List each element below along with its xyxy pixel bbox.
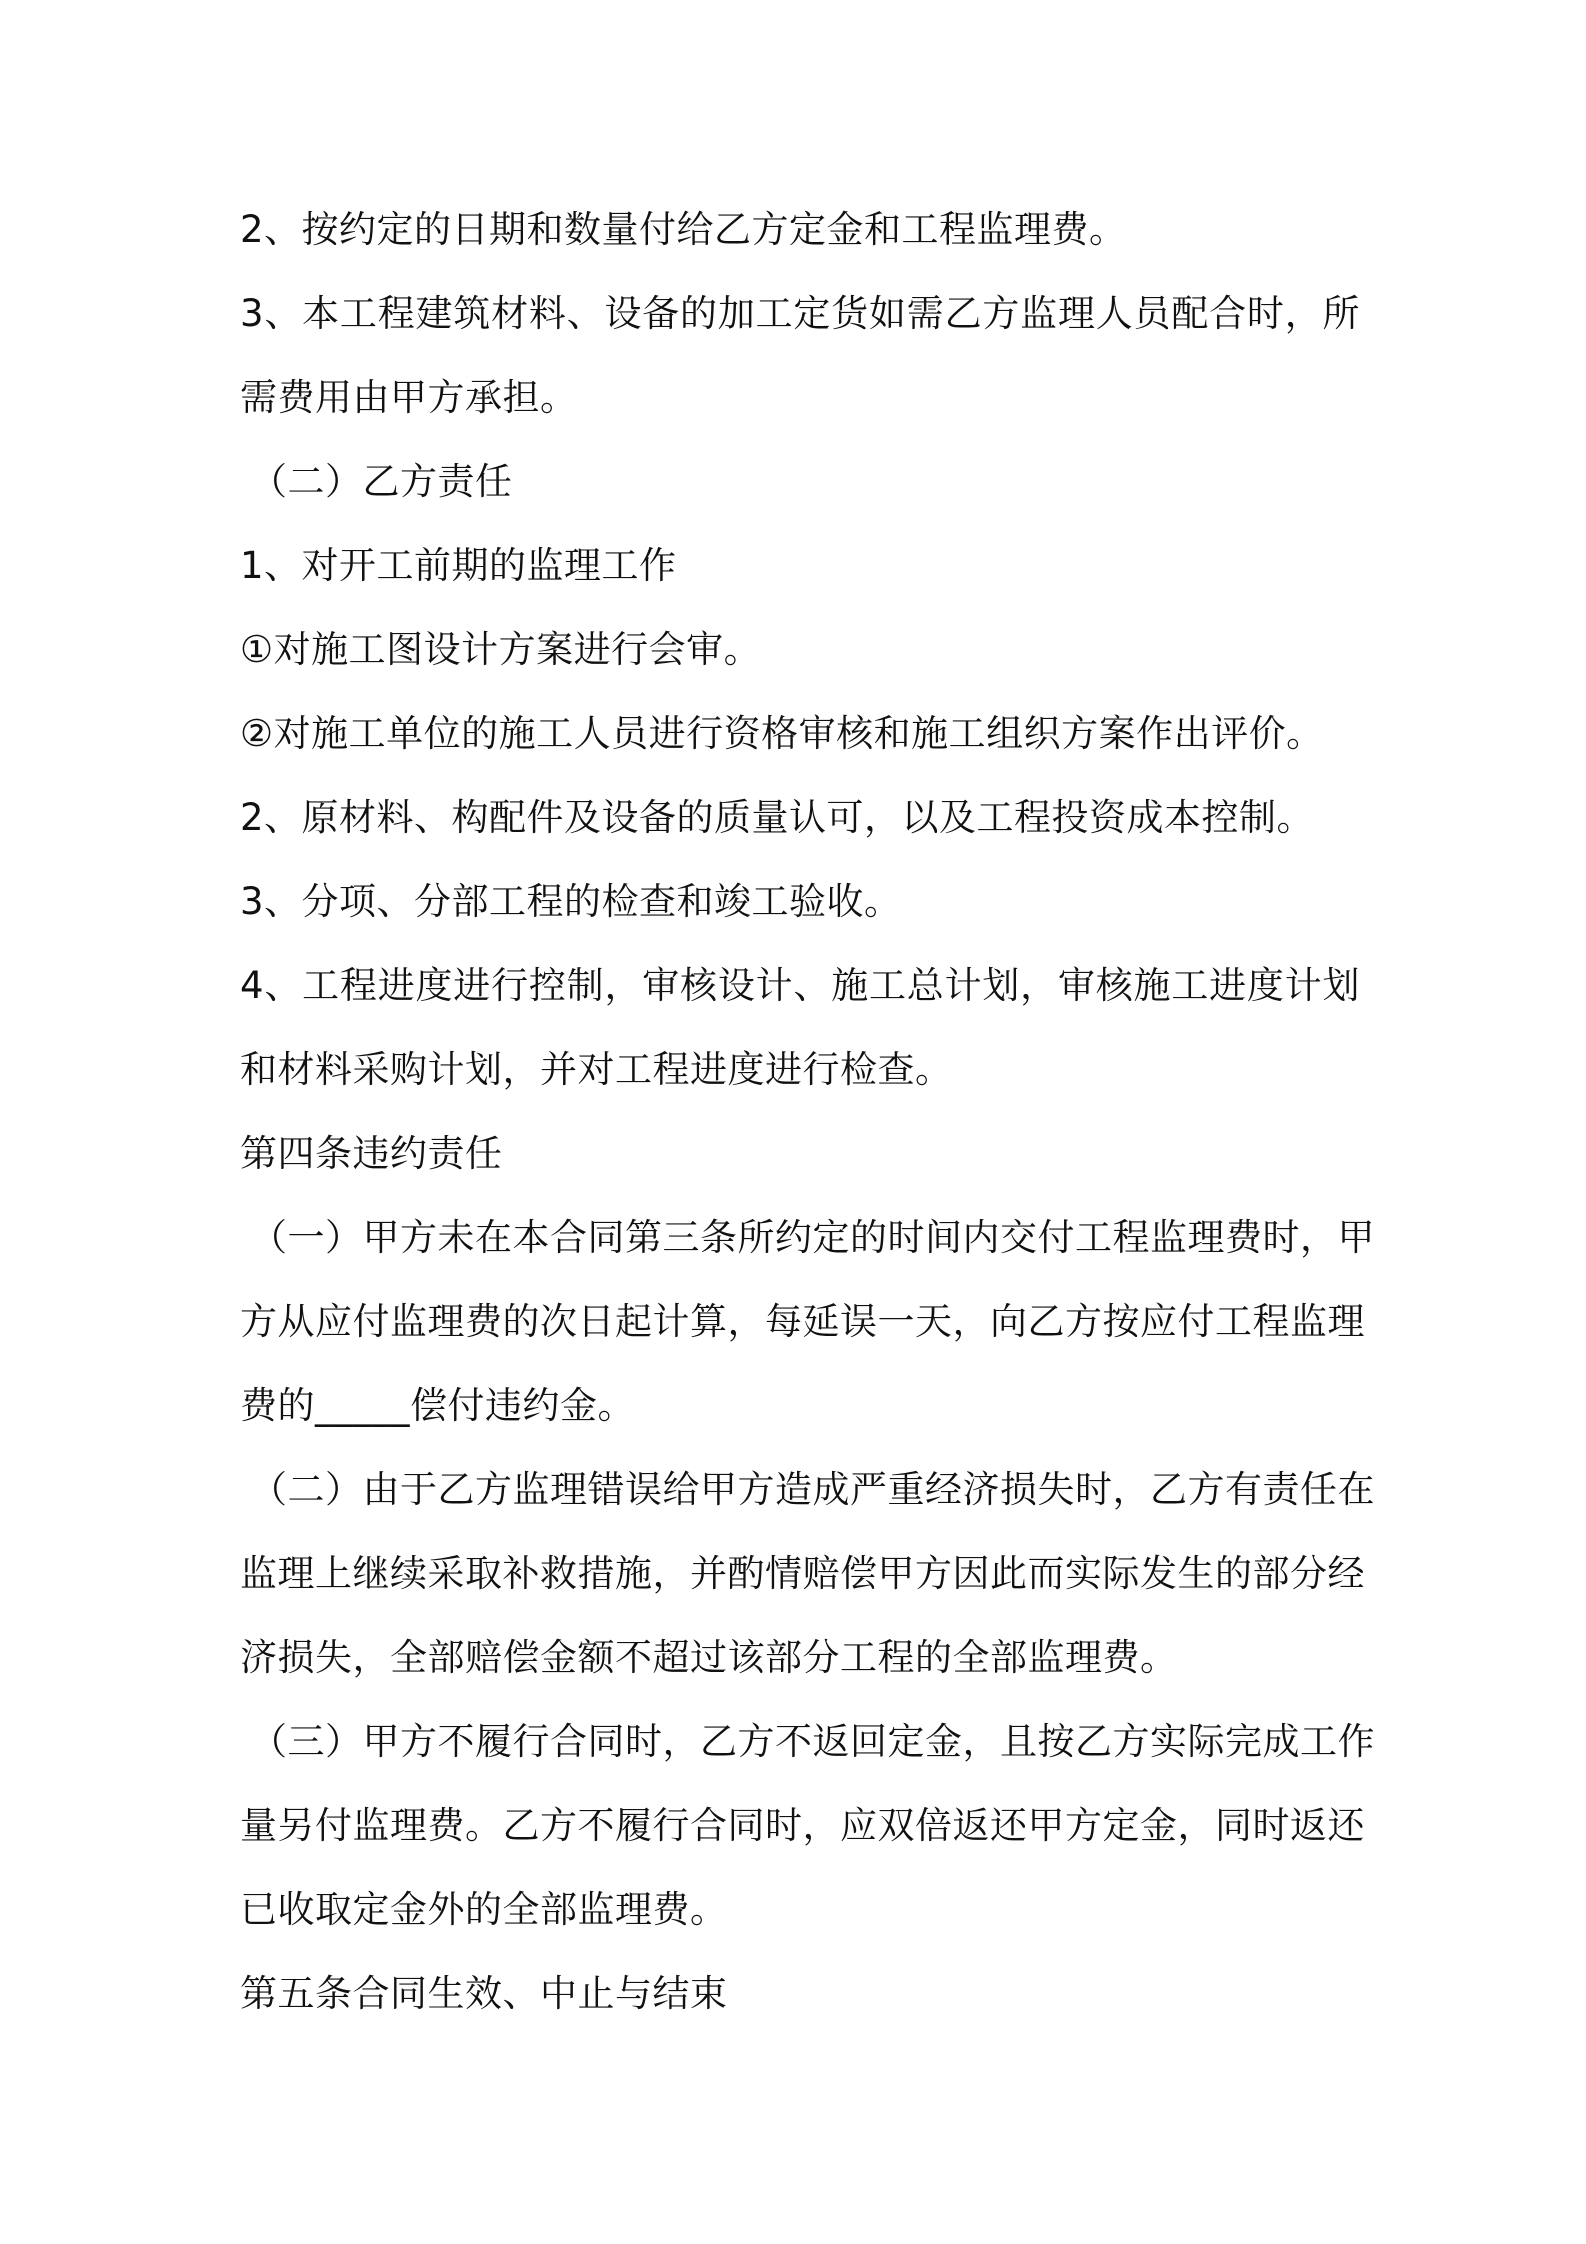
subclause-line-circled-1: ①对施工图设计方案进行会审。 — [240, 628, 762, 671]
breach-line-1a: （一）甲方未在本合同第三条所约定的时间内交付工程监理费时，甲 — [250, 1216, 1375, 1259]
clause-line-4-schedule-cont: 和材料采购计划，并对工程进度进行检查。 — [240, 1048, 953, 1091]
clause-line-3-materials-cont: 需费用由甲方承担。 — [240, 376, 578, 419]
article-heading-4-breach: 第四条违约责任 — [240, 1132, 503, 1175]
clause-line-1-prework: 1、对开工前期的监理工作 — [240, 544, 677, 587]
section-heading-party-b-duties: （二）乙方责任 — [250, 460, 513, 503]
breach-line-2a: （二）由于乙方监理错误给甲方造成严重经济损失时，乙方有责任在 — [250, 1468, 1375, 1511]
article-heading-5-effect: 第五条合同生效、中止与结束 — [240, 1972, 728, 2015]
clause-line-4-schedule: 4、工程进度进行控制，审核设计、施工总计划，审核施工进度计划 — [240, 964, 1360, 1007]
breach-line-2c: 济损失，全部赔偿金额不超过该部分工程的全部监理费。 — [240, 1636, 1178, 1679]
breach-line-3c: 已收取定金外的全部监理费。 — [240, 1888, 728, 1931]
breach-line-2b: 监理上继续采取补救措施，并酌情赔偿甲方因此而实际发生的部分经 — [240, 1552, 1365, 1595]
subclause-line-circled-2: ②对施工单位的施工人员进行资格审核和施工组织方案作出评价。 — [240, 712, 1324, 755]
clause-line-3-inspection: 3、分项、分部工程的检查和竣工验收。 — [240, 880, 902, 923]
clause-line-2-quality: 2、原材料、构配件及设备的质量认可，以及工程投资成本控制。 — [240, 796, 1315, 839]
breach-line-1b: 方从应付监理费的次日起计算，每延误一天，向乙方按应付工程监理 — [240, 1300, 1365, 1343]
clause-line-2-payment: 2、按约定的日期和数量付给乙方定金和工程监理费。 — [240, 208, 1127, 251]
breach-line-1c: 费的_____偿付违约金。 — [240, 1384, 635, 1427]
clause-line-3-materials: 3、本工程建筑材料、设备的加工定货如需乙方监理人员配合时，所 — [240, 292, 1360, 335]
breach-line-3a: （三）甲方不履行合同时，乙方不返回定金，且按乙方实际完成工作 — [250, 1720, 1375, 1763]
breach-line-3b: 量另付监理费。乙方不履行合同时，应双倍返还甲方定金，同时返还 — [240, 1804, 1365, 1847]
